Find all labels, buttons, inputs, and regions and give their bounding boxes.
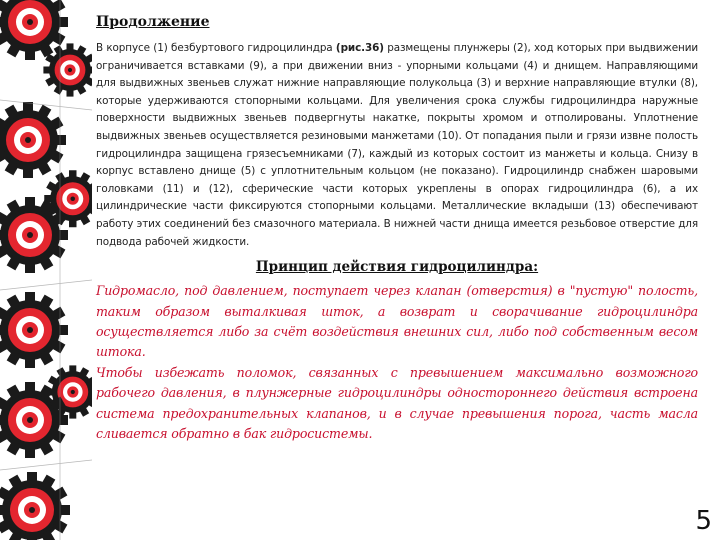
page-title: Продолжение bbox=[96, 14, 210, 30]
description-paragraph bbox=[96, 40, 698, 251]
principle-paragraph-1: Гидромасло, под давлением, поступает через клапан (отверстия) в "пустую" полость, таким образом выталкивая шток, а возврат и сворачивание гидроцилиндра осуществляется либо за счёт воздействия внешних сил, либо под собственным весом штока. bbox=[96, 283, 698, 360]
page-number: 5 bbox=[695, 506, 712, 536]
paragraph-text-start: В корпусе (1) безбуртового гидроцилиндра bbox=[96, 42, 336, 54]
paragraph-text-end: размещены плунжеры (2), ход которых при выдвижении ограничивается вставками (9), а при движении вниз - упорными кольцами (4) и днищем. Направляющими для выдвижных звеньев служат нижние направляющие полукольца (3) и верхние направляющие втулки (8), которые удерживаются стопорными кольцами. Для увеличения срока службы гидроцилиндра наружные поверхности выдвижных звеньев подвергнуты накатке, покрыты хромом и отполированы. Уплотнение выдвижных звеньев осуществляется резиновыми манжетами (10). От попадания пыли и грязи извне полость гидроцилиндра защищена грязесъемниками (7), каждый из которых состоит из манжеты и кольца. Снизу в корпус вставлено днище (5) с уплотнительным кольцом (не показано). Гидроцилиндр снабжен шаровыми головками (11) и (12), сферические части которых укреплены в опорах гидроцилиндра (6), а их цилиндрические части фиксируются стопорными кольцами. Металлические вкладыши (13) обеспечивают работу этих соединений без смазочного материала. В нижней части днища имеется резьбовое отверстие для подвода рабочей жидкости. bbox=[96, 42, 698, 248]
section-subheading: Принцип действия гидроцилиндра: bbox=[255, 259, 539, 276]
figure-reference: (рис.36) bbox=[335, 42, 384, 54]
principle-paragraph-2: Чтобы избежать поломок, связанных с превышением максимально возможного рабочего давления, в плунжерные гидроцилиндры одностороннего действия встроена система предохранительных клапанов, и в случае превышения порога, часть масла сливается обратно в бак гидросистемы. bbox=[96, 364, 698, 441]
gear-decoration bbox=[0, 0, 92, 540]
main-content bbox=[96, 14, 698, 444]
